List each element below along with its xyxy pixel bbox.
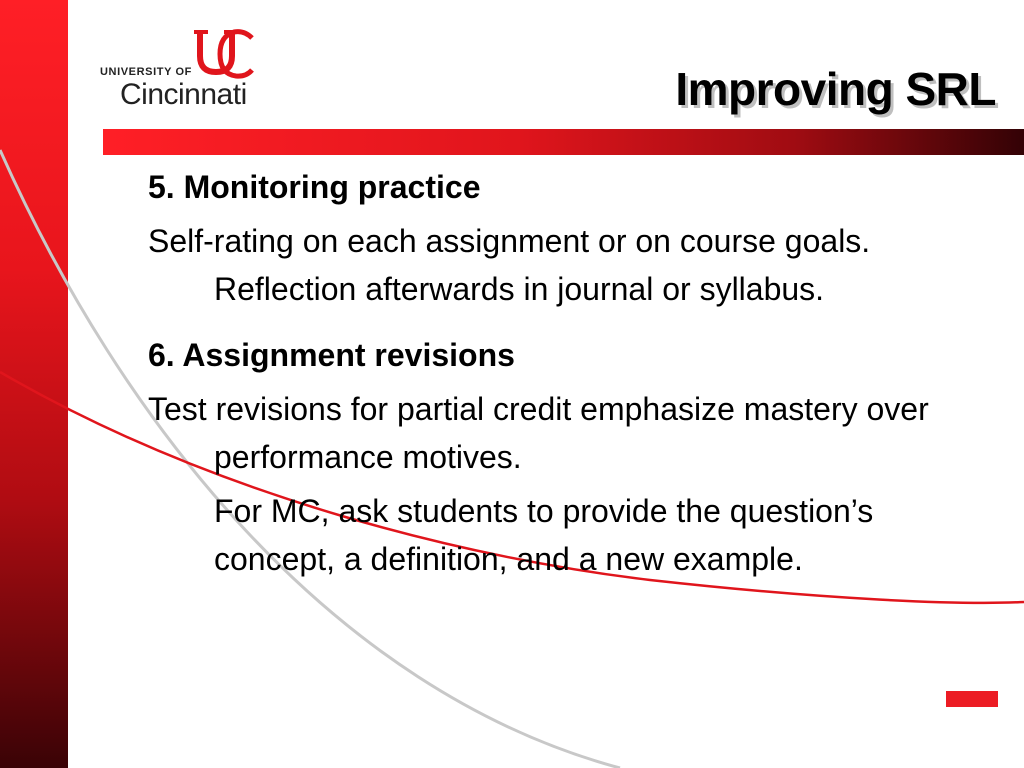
slide-title: Improving SRL [675, 63, 996, 115]
section-subparagraph-revisions: For MC, ask students to provide the question’s concept, a definition, and a new example. [214, 493, 874, 577]
section-heading-monitoring: 5. Monitoring practice [148, 169, 481, 205]
slide-body [148, 163, 988, 583]
section-heading-revisions: 6. Assignment revisions [148, 337, 515, 373]
logo-university-of-text: UNIVERSITY OF [100, 66, 192, 78]
logo-cincinnati-text: Cincinnati [120, 78, 247, 111]
section-paragraph-revisions: Test revisions for partial credit emphasize mastery over performance motives. [148, 391, 929, 475]
title-underline-bar [103, 129, 1024, 155]
section-paragraph-monitoring: Self-rating on each assignment or on course goals. Reflection afterwards in journal or syllabus. [148, 223, 871, 307]
university-logo [100, 28, 270, 112]
corner-red-mark [946, 691, 998, 707]
uc-monogram-icon [194, 28, 256, 80]
